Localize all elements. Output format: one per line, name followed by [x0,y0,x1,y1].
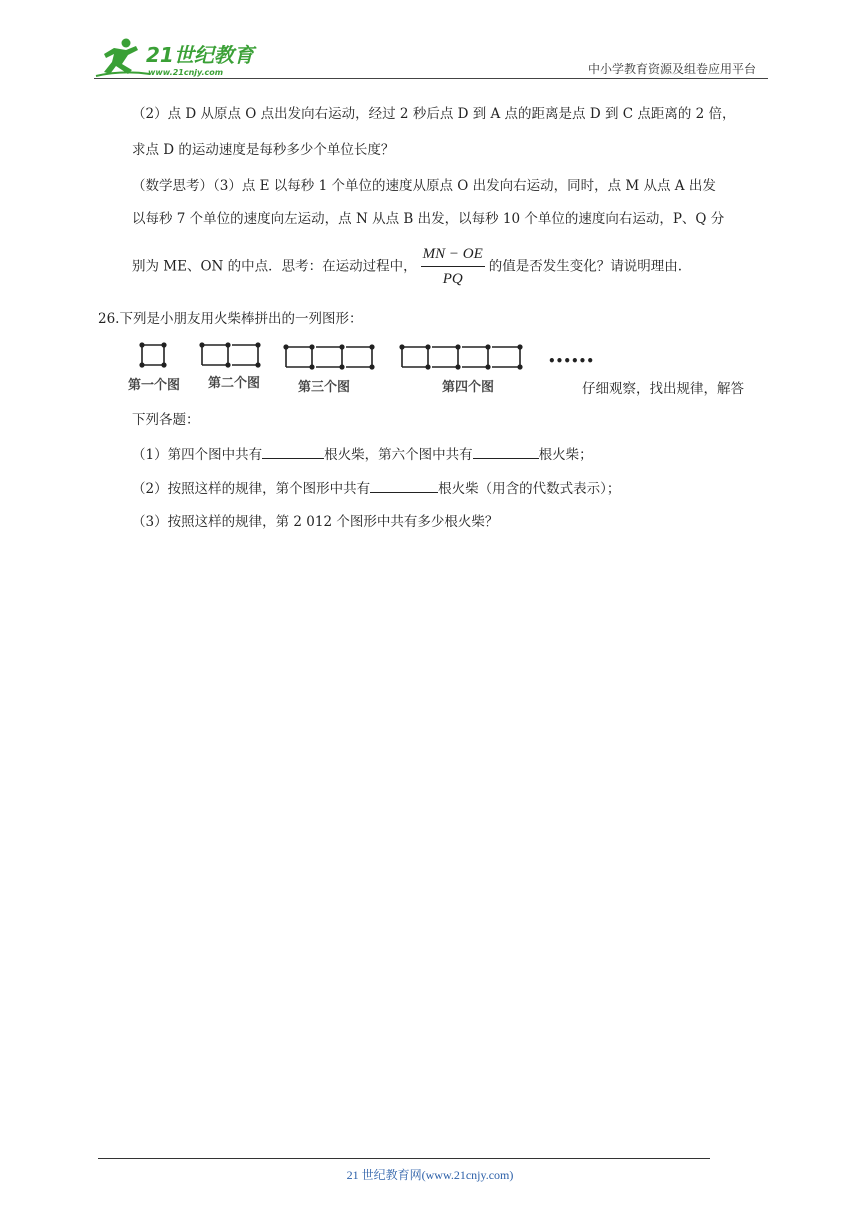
q26-subq1-b: 根火柴，第六个图中共有 [324,447,473,463]
q26-subq2-b: 根火柴（用含的代数式表示）； [438,481,621,497]
q26-observe-tail: 仔细观察，找出规律，解答 [582,381,744,397]
footer-divider [98,1158,710,1159]
answer-blank-3[interactable] [370,478,438,493]
q25-part3-line3-after: 的值是否发生变化？请说明理由. [488,258,683,275]
q26-subq1-a: （1）第四个图中共有 [132,447,263,463]
fraction-denominator: PQ [442,271,463,287]
answer-blank-1[interactable] [262,444,324,459]
fig-label-3: 第三个图 [298,380,351,395]
q26-subq3: （3）按照这样的规律，第 2 012 个图形中共有多少根火柴？ [132,514,499,530]
matchstick-figures [128,337,595,401]
q26-subq1-c: 根火柴； [538,447,593,463]
q25-part2-line2: 求点 D 的运动速度是每秒多少个单位长度？ [132,142,395,158]
header-platform-text: 中小学教育资源及组卷应用平台 [587,62,756,76]
q25-part3-line3 [132,244,682,289]
footer-site-link[interactable]: 21 世纪教育网(www.21cnjy.com) [346,1168,514,1182]
q26-intro: 26.下列是小朋友用火柴棒拼出的一列图形： [98,311,363,327]
fraction-numerator: MN − OE [421,244,485,267]
figure-3-matchsticks [284,345,374,369]
q25-part2-line1: （2）点 D 从原点 O 点出发向右运动，经过 2 秒后点 D 到 A 点的距离是点 D 到 C 点距离的 2 倍， [132,106,736,122]
site-logo [92,34,262,80]
header-divider [94,78,768,79]
q26-observe-line2: 下列各题： [132,412,200,428]
runner-icon [96,39,150,77]
q25-part3-line1: （数学思考）（3）点 E 以每秒 1 个单位的速度从原点 O 出发向右运动，同时，点 M 从点 A 出发 [132,178,716,194]
q25-part3-line2: 以每秒 7 个单位的速度向左运动，点 N 从点 B 出发，以每秒 10 个单位的速度向右运动，P、Q 分 [132,211,725,227]
ellipsis-dots: •••••• [548,354,595,368]
q26-subq1 [132,444,593,465]
logo-text: 21世纪教育 [146,43,254,67]
figure-1-matchsticks [140,343,166,367]
q26-subq2-a: （2）按照这样的规律，第个图形中共有 [132,481,371,497]
q25-part3-line3-before: 别为 ME、ON 的中点．思考：在运动过程中， [132,258,417,275]
fig-label-4: 第四个图 [442,380,495,395]
figure-4-matchsticks [400,345,522,369]
fig-label-1: 第一个图 [128,378,181,393]
fraction [421,244,485,289]
answer-blank-2[interactable] [473,444,539,459]
fig-label-2: 第二个图 [208,376,261,391]
q26-subq2 [132,478,620,499]
logo-url: www.21cnjy.com [148,68,224,77]
figure-2-matchsticks [200,343,260,367]
